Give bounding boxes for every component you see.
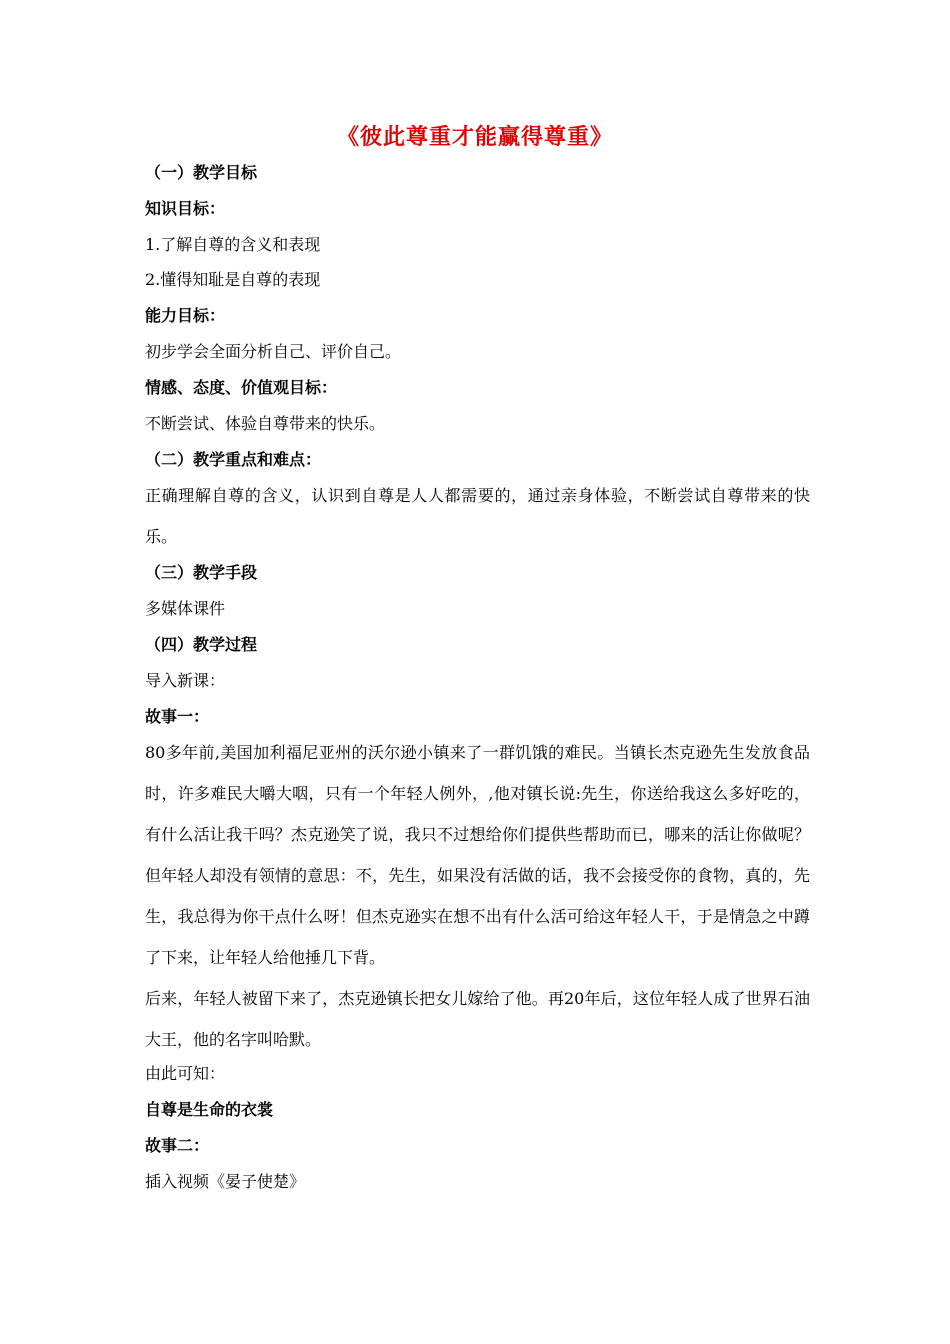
emotion-objectives-text: 不断尝试、体验自尊带来的快乐。 <box>145 414 386 433</box>
ability-objectives-text: 初步学会全面分析自己、评价自己。 <box>145 342 402 361</box>
story-two-heading: 故事二： <box>145 1136 210 1155</box>
section-heading-objectives: （一）教学目标 <box>145 163 258 182</box>
section-heading-process: （四）教学过程 <box>145 635 258 654</box>
knowledge-objectives-heading: 知识目标： <box>145 199 226 218</box>
emotion-objectives-heading: 情感、态度、价值观目标： <box>145 378 338 397</box>
story-one-heading: 故事一： <box>145 707 210 726</box>
story-two-text: 插入视频《晏子使楚》 <box>145 1172 306 1191</box>
document-title: 《彼此尊重才能赢得尊重》 <box>336 124 613 150</box>
section-heading-key-points: （二）教学重点和难点： <box>145 450 322 469</box>
section-heading-means: （三）教学手段 <box>145 563 258 582</box>
teaching-means-text: 多媒体课件 <box>145 599 226 618</box>
knowledge-item-1: 1.了解自尊的含义和表现 <box>145 235 321 254</box>
key-points-text: 正确理解自尊的含义，认识到自尊是人人都需要的，通过亲身体验，不断尝试自尊带来的快乐。 <box>145 486 810 546</box>
knowledge-item-2: 2.懂得知耻是自尊的表现 <box>145 270 321 289</box>
intro-label: 导入新课： <box>145 671 226 690</box>
conclusion-statement: 自尊是生命的衣裳 <box>145 1100 274 1119</box>
conclusion-lead: 由此可知： <box>145 1064 226 1083</box>
story-one-paragraph-2: 后来，年轻人被留下来了，杰克逊镇长把女儿嫁给了他。再20年后，这位年轻人成了世界石油大王，他的名字叫哈默。 <box>145 989 810 1049</box>
story-one-paragraph-1: 80多年前,美国加利福尼亚州的沃尔逊小镇来了一群饥饿的难民。当镇长杰克逊先生发放食品时，许多难民大嚼大咽，只有一个年轻人例外，,他对镇长说:先生，你送给我这么多好吃的，有什么活让我干吗？杰克逊笑了说，我只不过想给你们提供些帮助而已，哪来的活让你做呢？但年轻人却没有领情的意思：不，先生，如果没有活做的话，我不会接受你的食物，真的，先生，我总得为你干点什么呀！但杰克逊实在想不出有什么活可给这年轻人干，于是情急之中蹲了下来，让年轻人给他捶几下背。 <box>145 743 810 967</box>
ability-objectives-heading: 能力目标： <box>145 306 226 325</box>
